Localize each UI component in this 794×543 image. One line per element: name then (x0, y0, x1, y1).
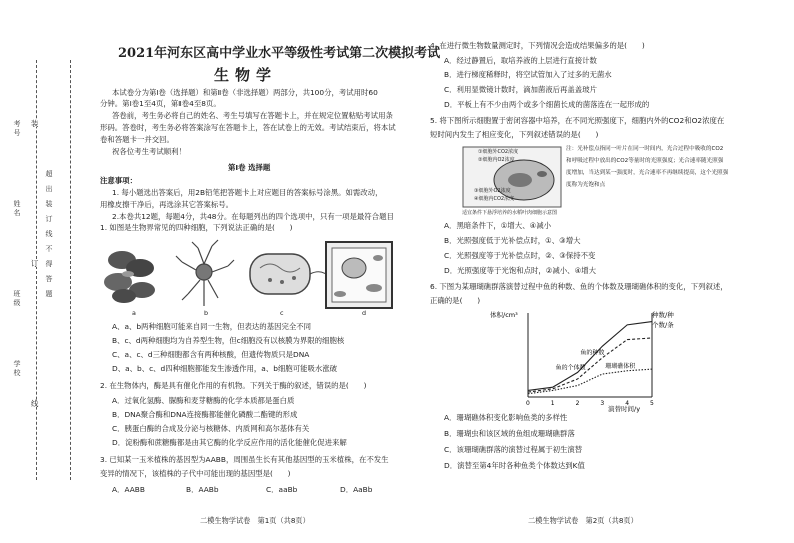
intro-p1: 本试卷分为第Ⅰ卷（选择题）和第Ⅱ卷（非选择题）两部分，共100分，考试用时60 (112, 88, 378, 97)
q3-option-b: B．AABb (186, 485, 219, 494)
x-tick-label: 5 (650, 400, 654, 407)
q6-option-a: A．珊瑚礁体积变化影响鱼类的多样性 (444, 413, 568, 422)
q6-stem2: 正确的是( ) (430, 296, 481, 305)
q1-stem: 1. 如图是生物界常见的四种细胞，下列说法正确的是( ) (100, 223, 293, 232)
q1-option-a: A、a、b两种细胞可能来自同一生物，但表达的基因完全不同 (112, 322, 312, 331)
intro-p2c: 卷和答题卡一并交回。 (100, 135, 174, 144)
q1-option-b: B、c、d两种细胞均为自养型生物，但c细胞没有以核膜为界限的细胞核 (112, 336, 345, 345)
q5-stem2: 短时间内发生了相应变化，下列叙述错误的是( ) (430, 130, 599, 139)
q5-note-3: 度增加，当达到某一强度时，光合速率不再继续提高，这个光照强 (566, 170, 729, 176)
q5-option-d: D．光照强度等于光饱和点时，②减小、④增大 (444, 266, 596, 275)
x-tick-label: 1 (550, 400, 555, 407)
footer-right: 二模生物学试卷 第2页（共8页） (528, 516, 638, 525)
q5-note-4: 度称为光饱和点 (566, 182, 606, 188)
note-1b: 用橡皮擦干净后，再选涂其它答案标号。 (100, 200, 234, 209)
cut-line-inner (70, 60, 71, 480)
chart-xlabel: 演替时间/y (608, 405, 641, 413)
q2-stem: 2. 在生物体内，酶是具有催化作用的有机物。下列关于酶的叙述，错误的是( ) (100, 381, 367, 390)
q4-option-a: A．经过静置后，取培养液的上层进行直接计数 (444, 56, 597, 65)
q2-option-c: C．胰蛋白酶的合成及分泌与核糖体、内质网和高尔基体有关 (112, 424, 310, 433)
subject-title: 生物学 (214, 66, 278, 84)
q5-legend-2: ②细胞内O2浓度 (478, 157, 515, 163)
chart-ylabel-left: 体积/cm³ (490, 311, 518, 319)
q1-cells-figure (100, 238, 400, 318)
x-tick-label: 3 (600, 400, 605, 407)
intro-p1b: 分钟。第Ⅰ卷1至4页，第Ⅱ卷4至8页。 (100, 99, 221, 108)
q6-option-b: B．珊瑚虫和该区域的鱼组成珊瑚礁群落 (444, 429, 575, 438)
note-2: 2.本卷共12题，每题4分，共48分。在每题列出的四个选项中，只有一项是最符合题目 (112, 212, 394, 221)
name-label: 姓名 (13, 200, 21, 218)
q6-stem: 6. 下图为某珊瑚礁群落演替过程中鱼的种数、鱼的个体数及珊瑚礁体积的变化，下列叙述， (430, 282, 728, 291)
number-label: 考号 (13, 120, 21, 138)
q1-label-d: d (362, 309, 367, 317)
q5-option-a: A．黑暗条件下，①增大、④减小 (444, 221, 551, 230)
q3-stem2: 变异的情况下，该植株的子代中可能出现的基因型是( ) (100, 469, 291, 478)
q5-stem: 5. 将下图所示细胞置于密闭容器中培养，在不同光照强度下，细胞内外的CO2和O2浓度在 (430, 116, 725, 125)
part1-heading: 第Ⅰ卷 选择题 (228, 163, 271, 172)
cut-top: 装 (31, 119, 39, 128)
series-line-3 (528, 369, 652, 394)
q5-note-1: 注：光补偿点指同一叶片在同一时间内，光合过程中吸收的CO2 (566, 146, 724, 152)
red-blood-cells-icon (104, 251, 155, 303)
q1-option-c: C、a、c、d三种细胞都含有两种核酸，但遗传物质只是DNA (112, 350, 310, 359)
q4-stem: 4. 在进行微生物数量测定时，下列情况会造成结果偏多的是( ) (430, 41, 645, 50)
q1-label-a: a (132, 309, 136, 317)
chart-ylabel-right-bot: 个数/条 (652, 321, 674, 329)
series-label-2: 鱼的种数 (580, 349, 605, 357)
q3-option-c: C．aaBb (266, 485, 298, 494)
chart-ylabel-right-top: 种数/种 (652, 311, 674, 319)
cut-mid: 订 (31, 259, 39, 268)
notes-title: 注意事项： (100, 176, 137, 185)
q5-caption: 适宜条件下悬浮培养的水稻叶肉细胞示意图 (462, 210, 558, 216)
intro-p2: 答卷前，考生务必将自己的姓名、考生号填写在答题卡上，并在规定位置粘贴考试用条 (112, 111, 393, 120)
plant-cell-icon (326, 242, 392, 308)
q5-legend-3: ③细胞外O2浓度 (474, 188, 511, 194)
intro-p3: 祝各位考生考试顺利！ (112, 147, 186, 156)
school-label: 学校 (13, 360, 21, 378)
q2-option-a: A．过氧化氢酶、脲酶和麦芽糖酶的化学本质都是蛋白质 (112, 396, 295, 405)
intro-p2b: 形码。答卷时，考生务必将答案涂写在答题卡上，答在试卷上的无效。考试结束后，将本试 (100, 123, 396, 132)
x-tick-label: 0 (526, 400, 530, 407)
cut-bot: 线 (31, 399, 39, 408)
q5-option-b: B．光照强度低于光补偿点时，①、③增大 (444, 236, 581, 245)
x-tick-label: 2 (575, 400, 580, 407)
neuron-icon (176, 240, 234, 306)
q5-legend-4: ④细胞内CO2浓度 (474, 196, 515, 202)
q1-label-c: c (280, 309, 284, 317)
q3-option-a: A．AABB (112, 485, 145, 494)
q1-label-b: b (204, 309, 209, 317)
q4-option-c: C．利用显微镜计数时，滴加菌液后再盖盖玻片 (444, 85, 597, 94)
q3-option-d: D．AaBb (340, 485, 373, 494)
q2-option-b: B．DNA聚合酶和DNA连接酶都能催化磷酸二酯键的形成 (112, 410, 298, 419)
series-label-3: 珊瑚礁体积 (605, 362, 636, 370)
page-title: 2021年河东区高中学业水平等级性考试第二次模拟考试 (118, 46, 441, 61)
q6-line-chart (488, 305, 698, 415)
q1-option-d: D、a、b、c、d四种细胞都能发生渗透作用，a、b细胞可能吸水涨破 (112, 364, 338, 373)
q5-option-c: C．光照强度等于光补偿点时，②、③保持不变 (444, 251, 596, 260)
q6-option-c: C．该珊瑚礁群落的演替过程属于初生演替 (444, 445, 583, 454)
q5-note-2: 和呼吸过程中放出的CO2等量时的光照强度；光合速率随光照强 (566, 158, 724, 164)
class-label: 班级 (13, 290, 21, 308)
q5-legend-1: ①细胞外CO2浓度 (478, 149, 519, 155)
x-tick-label: 4 (625, 400, 630, 407)
q3-stem: 3. 已知某一玉米植株的基因型为AABB，周围虽生长有其他基因型的玉米植株，在不发生 (100, 455, 389, 464)
footer-left: 二模生物学试卷 第1页（共8页） (200, 516, 310, 525)
note-1: 1. 每小题选出答案后，用2B铅笔把答题卡上对应题目的答案标号涂黑。如需改动， (112, 188, 383, 197)
margin-line1: 超出装订线不得答题 (45, 170, 53, 305)
q6-option-d: D．演替至第4年时各种鱼类个体数达到K值 (444, 461, 585, 470)
series-label-1: 鱼的个体数 (555, 364, 586, 372)
q2-option-d: D．淀粉酶和蔗糖酶都是由其它酶的化学反应作用的活化能催化促进来解 (112, 438, 347, 447)
q4-option-d: D．平板上有不少由两个或多个细菌长成的菌落连在一起形成的 (444, 100, 650, 109)
q4-option-b: B．进行梯度稀释时，将空试管加入了过多的无菌水 (444, 70, 612, 79)
